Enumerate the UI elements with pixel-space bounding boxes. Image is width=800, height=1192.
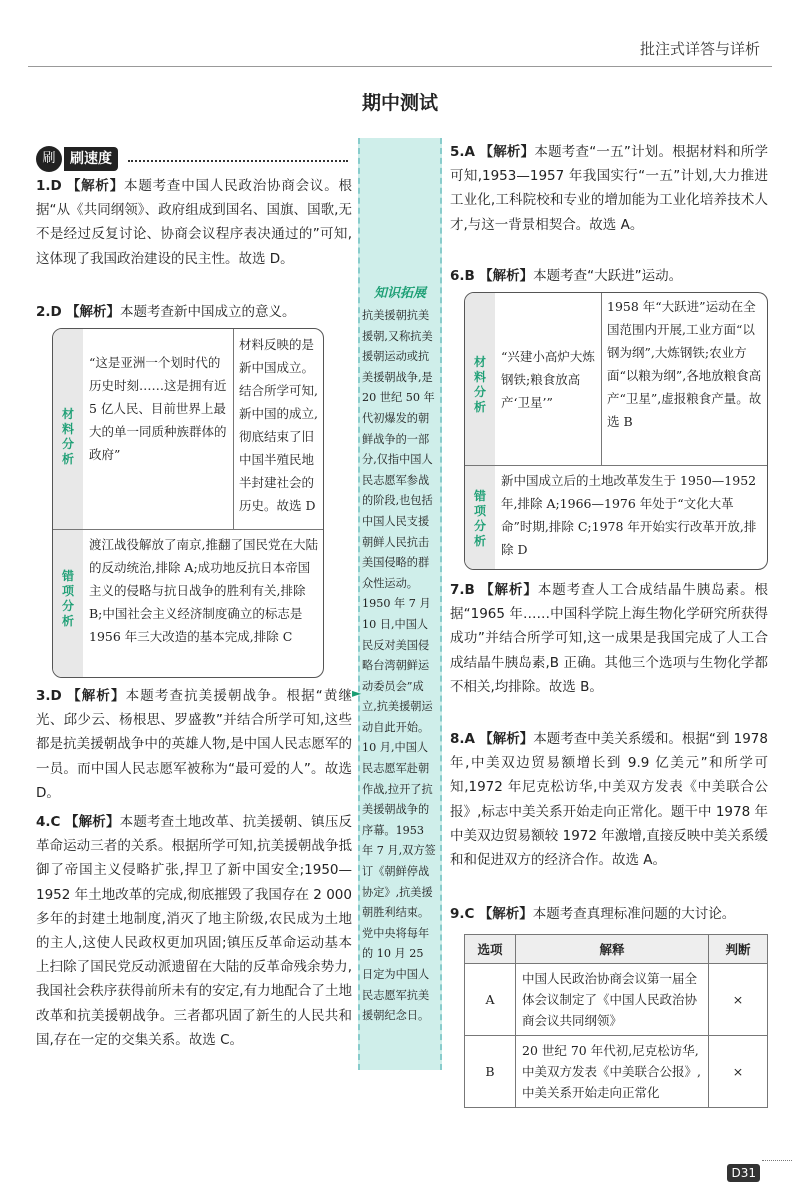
material-analysis: 材料反映的是新中国成立。结合所学可知,新中国的成立,彻底结束了旧中国半殖民地半封建社会的历史。故选 D — [239, 337, 318, 513]
answer-5: 5.A 【解析】本题考查“一五”计划。根据材料和所学可知,1953—1957 年我国实行“一五”计划,大力推进工业化,工科院校和专业的增加能为工业化培养技术人才,与这一背景相契合。故选 A。 — [450, 144, 768, 233]
judge-cell: × — [709, 964, 768, 1036]
page-title: 期中测试 — [361, 92, 438, 114]
material-analysis-label: 材料分析 — [61, 407, 74, 466]
table-header: 判断 — [709, 935, 768, 964]
arrow-icon: ► — [352, 686, 362, 700]
material-analysis: 1958 年“大跃进”运动在全国范围内开展,工业方面“以钢为纲”,大炼钢铁;农业方面“以粮为纲”,各地放粮食高产“卫星”,虚报粮食产量。故选 B — [607, 299, 762, 429]
table-row — [465, 964, 768, 1036]
sidebar-title: 知识拓展 — [373, 286, 426, 301]
answer-6-analysis-box — [464, 292, 768, 570]
answer-8: 8.A 【解析】本题考查中美关系缓和。根据“到 1978 年,中美双边贸易额增长到 9.9 亿美元”和所学可知,1972 年尼克松访华,中美双方发表《中美联合公报》,标志中美关系开始走向正常化。题干中 1978 年中美双边贸易额较 1972 年激增,直接反映中美关系缓和和促进双方的经济合作。故选 A。 — [450, 731, 768, 869]
answer-3: 3.D 【解析】本题考查抗美援朝战争。根据“黄继光、邱少云、杨根思、罗盛教”并结合所学可知,这些都是抗美援朝战争中的英雄人物,是中国人民志愿军的一员。而中国人民志愿军被称为“最可爱的人”。故选 D。 — [36, 688, 353, 801]
error-analysis-label: 错项分析 — [61, 569, 74, 628]
error-analysis-label: 错项分析 — [473, 489, 486, 548]
answer-7: 7.B 【解析】本题考查人工合成结晶牛胰岛素。根据“1965 年……中国科学院上海生物化学研究所获得成功”并结合所学可知,这一成果是我国完成了人工合成结晶牛胰岛素,B 正确。其他三个选项与生物化学都不相关,均排除。故选 B。 — [450, 582, 769, 695]
answer-6: 6.B 【解析】本题考查“大跃进”运动。 — [450, 268, 683, 284]
header-divider — [28, 66, 772, 67]
series-title: 批注式详答与详析 — [639, 40, 760, 58]
page-number: D31 — [727, 1164, 760, 1182]
sidebar-text: 抗美援朝抗美援朝,又称抗美援朝运动或抗美援朝战争,是 20 世纪 50 年代初爆发的朝鲜战争的一部分,仅指中国人民志愿军参战的阶段,也包括中国人民支援朝鲜人民抗击美国侵略的群众性运动。1950 年 7 月 10 日,中国人民反对美国侵略台湾朝鲜运动委员会”成立,抗美援朝运动自此开始。10 月,中国人民志愿军赴朝作战,拉开了抗美援朝战争的序幕。1953 年 7 月,双方签订《朝鲜停战协定》,抗美援朝胜利结束。党中央将每年的 10 月 25 日定为中国人民志愿军抗美援朝纪念日。 — [362, 309, 436, 1023]
answer-2: 2.D 【解析】本题考查新中国成立的意义。 — [36, 304, 296, 320]
answer-9-table — [464, 934, 768, 1108]
table-header: 选项 — [465, 935, 516, 964]
explain-cell: 20 世纪 70 年代初,尼克松访华,中美双方发表《中美联合公报》,中美关系开始走向正常化 — [516, 1036, 709, 1108]
explain-cell: 中国人民政治协商会议第一届全体会议制定了《中国人民政治协商会议共同纲领》 — [516, 964, 709, 1036]
badge-dotted-rule — [128, 160, 348, 162]
page-corner-dots — [762, 1160, 792, 1161]
option-cell: B — [465, 1036, 516, 1108]
option-cell: A — [465, 964, 516, 1036]
error-analysis: 新中国成立后的土地改革发生于 1950—1952 年,排除 A;1966—1976 年处于“文化大革命”时期,排除 C;1978 年开始实行改革开放,排除 D — [501, 473, 757, 557]
judge-cell: × — [709, 1036, 768, 1108]
badge-label: 刷速度 — [64, 147, 118, 171]
answer-4: 4.C 【解析】本题考查土地改革、抗美援朝、镇压反革命运动三者的关系。根据所学可知,抗美援朝战争抵御了帝国主义侵略扩张,捍卫了新中国安全;1950—1952 年土地改革的完成,彻底摧毁了我国存在 2 000 多年的封建土地制度,消灭了地主阶级,农民成为土地的主人,这使人民政权更加巩固;镇压反革命运动基本上扫除了国民党反动派遗留在大陆的反革命残余势力,我国社会秩序获得前所未有的安定,有力地配合了土地改革和抗美援朝战争。三者都巩固了新生的人民共和国,存在一定的交集关系。故选 C。 — [36, 814, 353, 1048]
error-analysis: 渡江战役解放了南京,推翻了国民党在大陆的反动统治,排除 A;成功地反抗日本帝国主义的侵略与抗日战争的胜利有关,排除 B;中国社会主义经济制度确立的标志是 1956 年三大改造的基本完成,排除 C — [89, 537, 318, 644]
material-quote: “兴建小高炉大炼钢铁;粮食放高产‘卫星’” — [501, 349, 595, 410]
answer-1: 1.D 【解析】本题考查中国人民政治协商会议。根据“从《共同纲领》、政府组成到国名、国旗、国歌,无不是经过反复讨论、协商会议程序表决通过的”可知,这体现了我国政治建设的民主性。故选 D。 — [36, 178, 353, 267]
material-analysis-label: 材料分析 — [473, 355, 486, 414]
material-quote: “这是亚洲一个划时代的历史时刻……这是拥有近 5 亿人民、目前世界上最大的单一同质种族群体的政府” — [89, 355, 227, 462]
section-badge — [36, 145, 126, 173]
answer-9: 9.C 【解析】本题考查真理标准问题的大讨论。 — [450, 906, 736, 922]
table-row — [465, 1036, 768, 1108]
answer-2-analysis-box — [52, 328, 324, 678]
table-header: 解释 — [516, 935, 709, 964]
badge-icon: 刷 — [36, 146, 62, 172]
